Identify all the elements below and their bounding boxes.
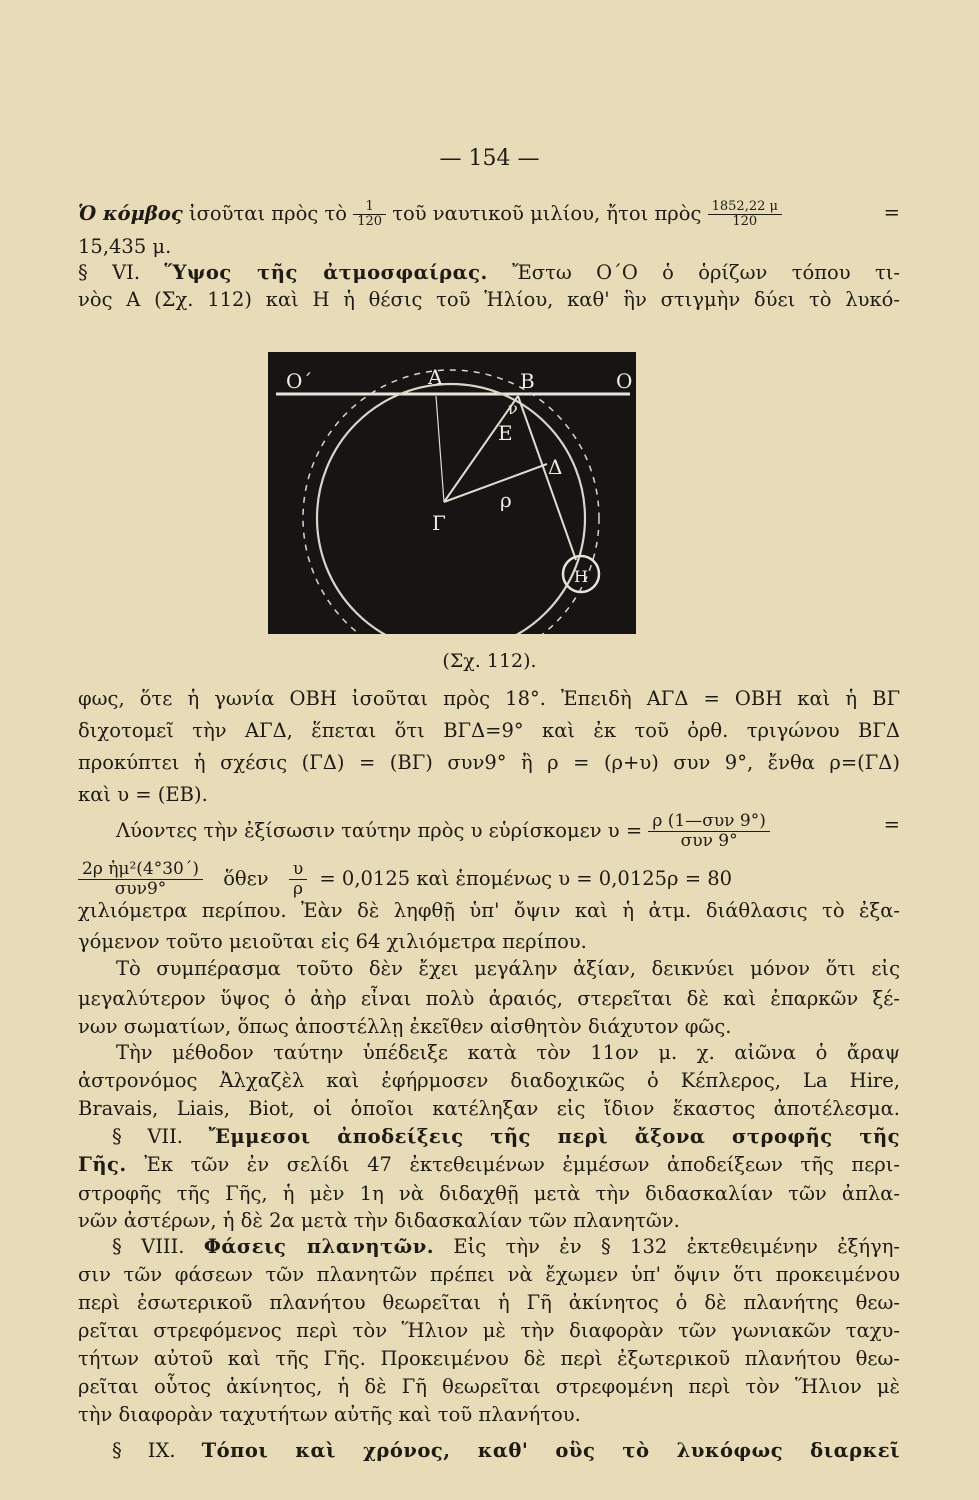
text-fragment: τοῦ ναυτικοῦ μιλίου, ἤτοι πρὸς (392, 202, 702, 225)
line-GB (444, 396, 518, 502)
figure-112 (268, 352, 636, 634)
text-line: φως, ὅτε ἡ γωνία ΟΒΗ ἰσοῦται πρὸς 18°. Ἐπειδὴ ΑΓΔ = ΟΒΗ καὶ ἡ ΒΓ (78, 687, 900, 710)
figure-diagram (268, 352, 636, 634)
section-number: § VIII. (112, 1235, 185, 1258)
text-fragment: Ἐκ τῶν ἐν σελίδι 47 ἐκτεθειμένων ἐμμέσων ἀποδείξεων τῆς περι- (144, 1153, 900, 1176)
text-fragment: Λύοντες τὴν ἐξίσωσιν ταύτην πρὸς υ εὑρίσκομεν υ = (116, 819, 643, 842)
text-line: τὴν διαφορὰν ταχυτήτων αὐτῆς καὶ τοῦ πλανήτου. (78, 1403, 581, 1426)
equals-sign: = (883, 201, 900, 224)
section-heading-line (112, 1234, 900, 1260)
section-number: § IX. (112, 1439, 176, 1462)
equation-line (116, 812, 900, 851)
figure-caption: (Σχ. 112). (442, 650, 537, 672)
text-line: γόμενον τοῦτο μειοῦται εἰς 64 χιλιόμετρα περίπου. (78, 930, 587, 953)
text-fragment: = 0,0125 καὶ ἑπομένως υ = 0,0125ρ = 80 (319, 867, 733, 890)
section-number: § VII. (112, 1125, 184, 1148)
label-H: Η (574, 567, 588, 586)
text-fragment: Ἔστω Ο΄Ο ὁ ὁρίζων τόπου τι- (512, 261, 900, 284)
fraction: $\frac{1852,22 \mu}{120}$ (708, 200, 782, 229)
text-line: Τὸ συμπέρασμα τοῦτο δὲν ἔχει μεγάλην ἀξίαν, δεικνύει μόνον ὅτι εἰς (116, 957, 900, 980)
label-O-prime: Ο΄ (286, 369, 313, 393)
section-title: Τόποι καὶ χρόνος, καθ' οὓς τὸ λυκόφως διαρκεῖ (201, 1439, 901, 1462)
text-line (78, 1152, 900, 1178)
text-line: Τὴν μέθοδον ταύτην ὑπέδειξε κατὰ τὸν 11ον μ. χ. αἰῶνα ὁ ἄραψ (116, 1041, 900, 1064)
text-fragment: Εἰς τὴν ἐν § 132 ἐκτεθειμένην ἐξήγη- (453, 1235, 901, 1258)
label-G: Γ (432, 511, 446, 535)
text-fragment: ὅθεν (223, 867, 269, 890)
text-line: μεγαλύτερον ὕψος ὁ ἀὴρ εἶναι πολὺ ἀραιός, στερεῖται δὲ καὶ ἐπαρκῶν ξέ- (78, 987, 900, 1010)
text-line (78, 200, 900, 229)
text-line: Bravais, Liais, Biot, οἱ ὁποῖοι κατέληξαν εἰς ἴδιον ἕκαστος ἀποτέλεσμα. (78, 1097, 900, 1120)
line-GD (444, 464, 547, 502)
label-E: Ε (498, 421, 513, 445)
section-heading-line (112, 1438, 900, 1464)
section-title-cont: Γῆς. (78, 1153, 127, 1176)
text-line: καὶ υ = (ΕΒ). (78, 783, 208, 806)
equation-line (78, 860, 900, 899)
text-line: τήτων αὐτοῦ καὶ τῆς Γῆς. Προκειμένου δὲ περὶ ἐξωτερικοῦ πλανήτου θεω- (78, 1347, 900, 1370)
text-line: ρεῖται οὗτος ἀκίνητος, ἡ δὲ Γῆ θεωρεῖται στρεφομένη περὶ τὸν Ἥλιον μὲ (78, 1375, 900, 1398)
term-komvos: Ὁ κόμβος (78, 202, 183, 225)
fraction: $\frac{\text{2ρ ἡμ²(4°30΄)}}{\text{συν9°}}$ (78, 860, 203, 899)
label-rho: ρ (500, 488, 512, 512)
section-heading-line (112, 1124, 900, 1150)
earth-circle (317, 384, 585, 634)
section-title: Φάσεις πλανητῶν. (203, 1235, 435, 1258)
text-line: νῶν ἀστέρων, ἡ δὲ 2α μετὰ τὴν διδασκαλίαν τῶν πλανητῶν. (78, 1209, 680, 1232)
label-A: Α (428, 365, 443, 389)
text-line: ρεῖται στρεφόμενος περὶ τὸν Ἥλιον μὲ τὴν διαφορὰν τῶν γωνιακῶν ταχυ- (78, 1319, 900, 1342)
page-number: — 154 — (439, 146, 540, 171)
fraction: $\frac{\upsilon}{\rho}$ (289, 860, 307, 899)
section-number: § VI. (78, 261, 141, 284)
label-D: Δ (548, 455, 563, 479)
fraction: $\frac{1}{120}$ (353, 200, 386, 229)
text-line: νων σωματίων, ὅπως ἀποστέλλῃ ἐκεῖθεν αἰσθητὸν διάχυτον φῶς. (78, 1015, 732, 1038)
text-line: ἀστρονόμος Ἀλχαζὲλ καὶ ἐφήρμοσεν διαδοχικῶς ὁ Κέπλερος, La Hire, (78, 1069, 900, 1092)
text-line: 15,435 μ. (78, 235, 172, 258)
line-GA (436, 396, 444, 502)
text-line: διχοτομεῖ τὴν ΑΓΔ, ἕπεται ὅτι ΒΓΔ=9° καὶ ἐκ τοῦ ὀρθ. τριγώνου ΒΓΔ (78, 719, 900, 742)
text-line: χιλιόμετρα περίπου. Ἐὰν δὲ ληφθῇ ὑπ' ὄψιν καὶ ἡ ἀτμ. διάθλασις τὸ ἐξα- (78, 899, 900, 922)
equals-sign: = (883, 813, 900, 836)
text-line: σιν τῶν φάσεων τῶν πλανητῶν πρέπει νὰ ἔχωμεν ὑπ' ὄψιν ὅτι προκειμένου (78, 1263, 900, 1286)
label-v: ν (508, 399, 518, 418)
section-heading-line (78, 260, 900, 286)
text-line: στροφῆς τῆς Γῆς, ἡ μὲν 1η νὰ διδαχθῇ μετὰ τὴν διδασκαλίαν τῶν ἀπλα- (78, 1182, 900, 1205)
section-title: Ὕψος τῆς ἀτμοσφαίρας. (164, 261, 488, 284)
label-O: Ο (616, 369, 633, 393)
text-line: νὸς Α (Σχ. 112) καὶ Η ἡ θέσις τοῦ Ἡλίου, καθ' ἣν στιγμὴν δύει τὸ λυκό- (78, 288, 900, 311)
fraction: $\frac{\text{ρ (1—συν 9°)}}{\text{συν 9°}}$ (648, 812, 769, 851)
text-line: περὶ ἐσωτερικοῦ πλανήτου θεωρεῖται ἡ Γῆ ἀκίνητος ὁ δὲ πλανήτης θεω- (78, 1291, 900, 1314)
line-BH (518, 396, 576, 560)
text-fragment: ἰσοῦται πρὸς τὸ (188, 202, 347, 225)
text-line: προκύπτει ἡ σχέσις (ΓΔ) = (ΒΓ) συν9° ἢ ρ = (ρ+υ) συν 9°, ἔνθα ρ=(ΓΔ) (78, 751, 900, 774)
label-B: Β (520, 369, 535, 393)
section-title: Ἔμμεσοι ἀποδείξεις τῆς περὶ ἄξονα στροφῆς τῆς (208, 1125, 901, 1148)
